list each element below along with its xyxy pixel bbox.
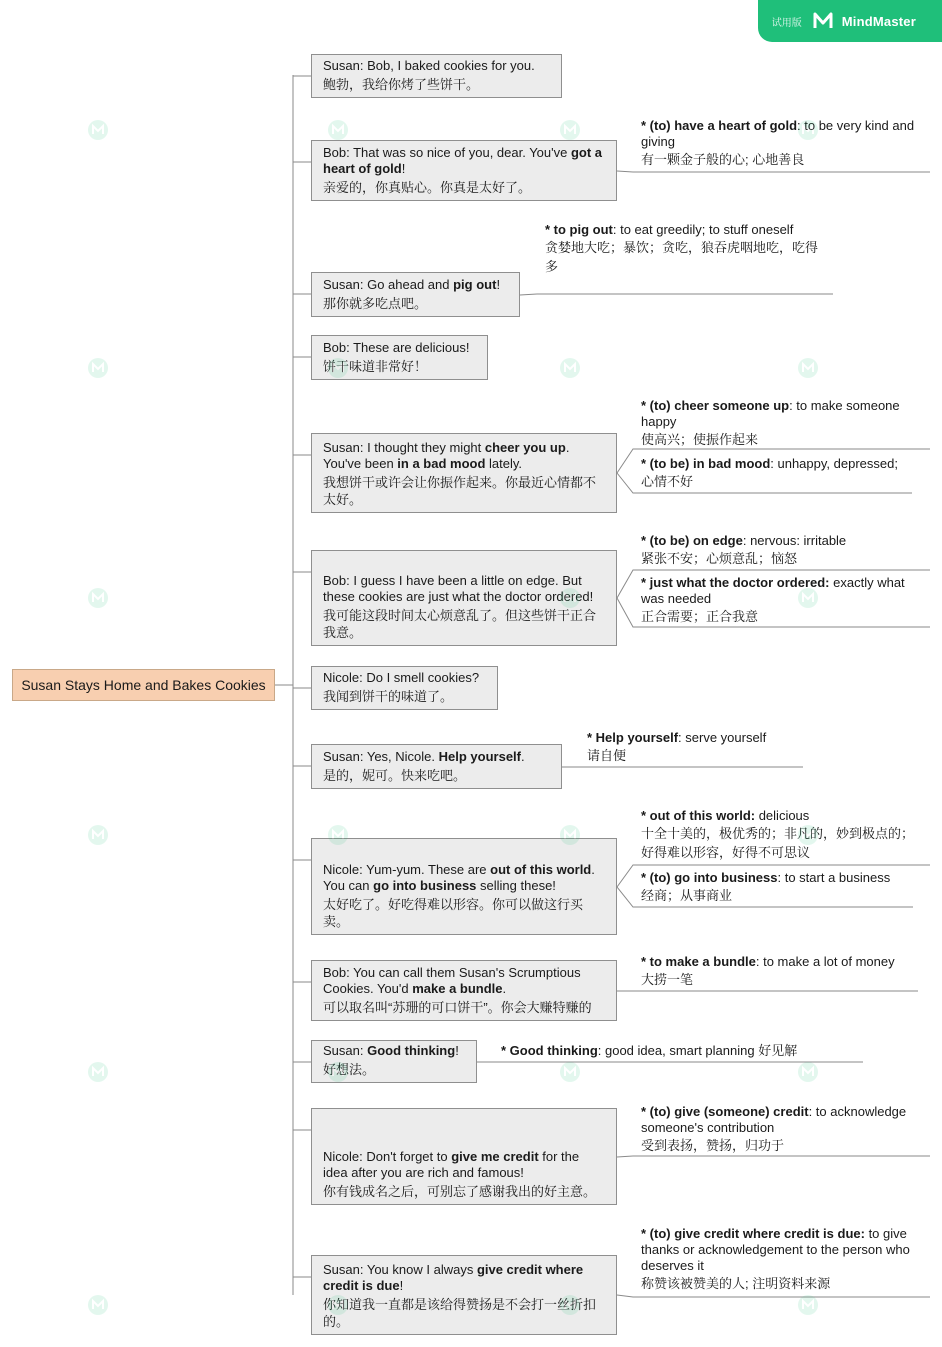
- mindmaster-badge[interactable]: [758, 0, 942, 42]
- dialogue-chinese: 你知道我一直都是该给得赞扬是不会打一丝折扣的。: [323, 1297, 597, 1329]
- dialogue-english: Susan: Yes, Nicole. Help yourself.: [323, 749, 525, 764]
- vocab-note[interactable]: [641, 1104, 931, 1155]
- vocab-definition: * (to) give (someone) credit: to acknowledge someone's contribution: [641, 1104, 907, 1135]
- watermark-icon: [797, 587, 819, 609]
- watermark-icon: [87, 1061, 109, 1083]
- dialogue-english: Nicole: Yum-yum. These are out of this world. You can go into business selling these!: [323, 862, 595, 893]
- vocab-chinese: 称赞该被赞美的人; 注明资料来源: [641, 1276, 831, 1291]
- dialogue-english: Susan: I thought they might cheer you up. You've been in a bad mood lately.: [323, 440, 570, 471]
- dialogue-node[interactable]: [311, 433, 617, 513]
- dialogue-node[interactable]: [311, 838, 617, 935]
- vocab-chinese: 经商；从事商业: [641, 888, 733, 903]
- watermark-icon: [797, 1294, 819, 1316]
- dialogue-english: Susan: Good thinking!: [323, 1043, 459, 1058]
- vocab-note[interactable]: [587, 730, 807, 765]
- watermark-icon: [559, 357, 581, 379]
- vocab-definition: * (to) go into business: to start a business: [641, 870, 891, 885]
- vocab-definition: * to pig out: to eat greedily; to stuff oneself: [545, 222, 794, 237]
- dialogue-chinese: 我可能这段时间太心烦意乱了。但这些饼干正合我意。: [323, 608, 597, 640]
- vocab-chinese: 紧张不安；心烦意乱；恼怒: [641, 551, 798, 566]
- watermark-icon: [327, 1061, 349, 1083]
- watermark-icon: [87, 357, 109, 379]
- vocab-definition: * out of this world: delicious: [641, 808, 810, 823]
- vocab-chinese: 请自便: [587, 748, 627, 763]
- trial-label: 试用版: [771, 17, 802, 29]
- watermark-icon: [559, 824, 581, 846]
- watermark-icon: [559, 1061, 581, 1083]
- vocab-chinese: 使高兴；使振作起来: [641, 432, 759, 447]
- note-connector: [520, 294, 833, 295]
- vocab-note[interactable]: [641, 118, 921, 169]
- dialogue-english: Susan: Go ahead and pig out!: [323, 277, 501, 292]
- dialogue-node[interactable]: [311, 272, 520, 317]
- vocab-definition: * (to be) in bad mood: unhappy, depressed;: [641, 456, 898, 471]
- vocab-definition: * (to) have a heart of gold: to be very kind and giving: [641, 118, 915, 149]
- vocab-chinese: 受到表扬，赞扬，归功于: [641, 1138, 785, 1153]
- dialogue-chinese: 好想法。: [323, 1062, 376, 1077]
- dialogue-node[interactable]: [311, 744, 562, 789]
- note-connector: [617, 1295, 930, 1297]
- vocab-definition: * to make a bundle: to make a lot of money: [641, 954, 895, 969]
- dialogue-chinese: 可以取名叫“苏珊的可口饼干”。你会大赚特赚的: [323, 1000, 592, 1015]
- vocab-note[interactable]: [641, 1226, 931, 1293]
- root-topic[interactable]: Susan Stays Home and Bakes Cookies: [12, 669, 275, 701]
- vocab-note[interactable]: [641, 954, 921, 989]
- note-connector: [617, 1156, 930, 1157]
- watermark-icon: [797, 357, 819, 379]
- vocab-note[interactable]: [641, 808, 921, 862]
- dialogue-chinese: 那你就多吃点吧。: [323, 296, 428, 311]
- watermark-icon: [797, 824, 819, 846]
- watermark-icon: [327, 1294, 349, 1316]
- dialogue-chinese: 我想饼干或许会让你振作起来。你最近心情都不太好。: [323, 475, 597, 507]
- watermark-icon: [797, 119, 819, 141]
- vocab-chinese: 大捞一笔: [641, 972, 694, 987]
- vocab-note[interactable]: [641, 456, 921, 491]
- mindmaster-logo-icon: [812, 10, 834, 32]
- dialogue-chinese: 亲爱的，你真贴心。你真是太好了。: [323, 180, 532, 195]
- vocab-definition: * (to be) on edge: nervous: irritable: [641, 533, 847, 548]
- watermark-icon: [87, 1294, 109, 1316]
- watermark-icon: [327, 824, 349, 846]
- dialogue-english: Susan: You know I always give credit where credit is due!: [323, 1262, 584, 1293]
- dialogue-node[interactable]: [311, 960, 617, 1021]
- dialogue-english: Bob: I guess I have been a little on edge. But these cookies are just what the doctor ordered!: [323, 573, 594, 604]
- vocab-chinese: 有一颗金子般的心; 心地善良: [641, 152, 805, 167]
- dialogue-english: Susan: Bob, I baked cookies for you.: [323, 58, 535, 73]
- vocab-note[interactable]: [641, 575, 926, 626]
- vocab-note[interactable]: [545, 222, 825, 276]
- vocab-definition: * (to) give credit where credit is due: to give thanks or acknowledgement to the person who deserves it: [641, 1226, 910, 1273]
- watermark-icon: [327, 119, 349, 141]
- dialogue-english: Bob: That was so nice of you, dear. You've got a heart of gold!: [323, 145, 603, 176]
- watermark-icon: [87, 587, 109, 609]
- watermark-icon: [87, 824, 109, 846]
- dialogue-english: Nicole: Don't forget to give me credit for the idea after you are rich and famous!: [323, 1149, 580, 1180]
- note-connector: [617, 171, 930, 172]
- dialogue-english: Nicole: Do I smell cookies?: [323, 670, 480, 685]
- vocab-chinese: 贪婪地大吃；暴饮；贪吃，狼吞虎咽地吃，吃得多: [545, 240, 819, 274]
- vocab-note[interactable]: [641, 398, 921, 449]
- watermark-icon: [559, 1294, 581, 1316]
- dialogue-node[interactable]: [311, 666, 498, 710]
- dialogue-chinese: 鲍勃，我给你烤了些饼干。: [323, 77, 480, 92]
- watermark-icon: [87, 119, 109, 141]
- watermark-icon: [797, 1061, 819, 1083]
- vocab-chinese: 十全十美的，极优秀的；非凡的，妙到极点的；好得难以形容，好得不可思议: [641, 826, 915, 860]
- vocab-definition: * just what the doctor ordered: exactly what was needed: [641, 575, 905, 606]
- dialogue-node[interactable]: [311, 1108, 617, 1205]
- vocab-chinese: 正合需要；正合我意: [641, 609, 759, 624]
- dialogue-chinese: 饼干味道非常好！: [323, 359, 428, 374]
- dialogue-chinese: 太好吃了。好吃得难以形容。你可以做这行买卖。: [323, 897, 584, 929]
- watermark-icon: [559, 587, 581, 609]
- vocab-chinese: 心情不好: [641, 474, 694, 489]
- dialogue-chinese: 是的，妮可。快来吃吧。: [323, 768, 467, 783]
- dialogue-english: Bob: These are delicious!: [323, 340, 470, 355]
- vocab-note[interactable]: [501, 1043, 851, 1059]
- watermark-icon: [559, 119, 581, 141]
- brand-name: MindMaster: [841, 13, 916, 29]
- vocab-note[interactable]: [641, 533, 921, 568]
- vocab-definition: * (to) cheer someone up: to make someone happy: [641, 398, 900, 429]
- vocab-note[interactable]: [641, 870, 921, 905]
- dialogue-node[interactable]: [311, 54, 562, 98]
- vocab-definition: * Help yourself: serve yourself: [587, 730, 767, 745]
- dialogue-chinese: 我闻到饼干的味道了。: [323, 689, 454, 704]
- dialogue-chinese: 你有钱成名之后，可别忘了感谢我出的好主意。: [323, 1184, 597, 1199]
- dialogue-english: Bob: You can call them Susan's Scrumptious Cookies. You'd make a bundle.: [323, 965, 581, 996]
- vocab-definition: * Good thinking: good idea, smart planning 好见解: [501, 1043, 798, 1058]
- dialogue-node[interactable]: [311, 140, 617, 201]
- watermark-icon: [327, 357, 349, 379]
